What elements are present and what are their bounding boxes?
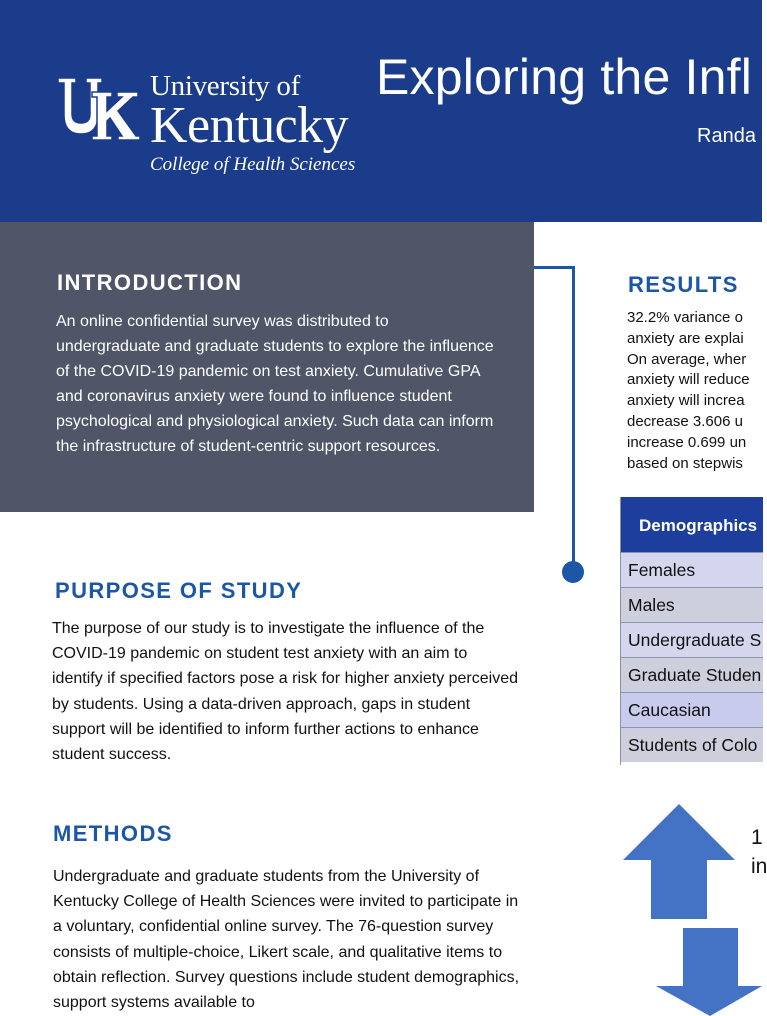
purpose-heading: PURPOSE OF STUDY (55, 578, 303, 603)
results-heading: RESULTS (628, 272, 739, 297)
connector-line-vertical (572, 266, 575, 568)
arrow-up-label: 1 (751, 826, 763, 849)
poster-authors: Randa (697, 125, 756, 147)
poster-header (0, 0, 762, 222)
methods-heading: METHODS (53, 821, 173, 846)
logo-kentucky: Kentucky (150, 97, 349, 154)
results-text (627, 308, 762, 474)
purpose-text: The purpose of our study is to investigate the influence of the COVID-19 pandemic on student test anxiety with an aim to identify if specified factors pose a risk for higher anxiety perceived by students. Using a data-driven approach, gaps in student support will be identified to inform further actions to enhance student success. (52, 620, 519, 764)
results-line: increase 0.699 un (627, 433, 747, 451)
results-line: decrease 3.606 u (627, 412, 743, 430)
logo-college: College of Health Sciences (150, 154, 356, 175)
introduction-heading: INTRODUCTION (57, 270, 243, 295)
results-line: On average, wher (627, 350, 747, 368)
table-row: Graduate Studen (621, 657, 763, 692)
connector-dot (562, 561, 584, 583)
results-line: anxiety will increa (627, 392, 745, 410)
methods-text: Undergraduate and graduate students from the University of Kentucky College of Health Sciences were invited to participate in a voluntary, confidential online survey. The 76-question survey consists of multiple-choice, Likert scale, and qualitative items to obtain reflection. Survey questions include student demographics, support systems available to (53, 868, 520, 1012)
table-row: Males (621, 587, 763, 622)
results-line: anxiety will reduce (627, 371, 750, 389)
connector-line-horizontal (534, 266, 575, 269)
table-row: Females (621, 552, 763, 587)
arrow-down-icon (656, 928, 762, 1016)
uk-logo-icon (56, 76, 140, 142)
logo-university-of: University of (150, 70, 300, 102)
arrow-up-label-continued: in (751, 855, 767, 878)
table-row: Caucasian (621, 692, 763, 727)
table-row: Students of Colo (621, 727, 763, 762)
table-row: Undergraduate S (621, 622, 763, 657)
results-line: 32.2% variance o (627, 309, 743, 326)
results-line: anxiety are explai (627, 329, 744, 347)
introduction-text: An online confidential survey was distributed to undergraduate and graduate students to explore the influence of the COVID-19 pandemic on test anxiety. Cumulative GPA and coronavirus anxiety were found to influence student psychological and physiological anxiety. Such data can inform the infrastructure of student-centric support resources. (56, 313, 494, 455)
poster-title: Exploring the Infl (376, 49, 753, 105)
arrow-up-icon (623, 804, 735, 919)
demographics-table-header: Demographics (621, 497, 763, 552)
results-line: based on stepwis (627, 454, 743, 472)
demographics-table (620, 497, 762, 765)
